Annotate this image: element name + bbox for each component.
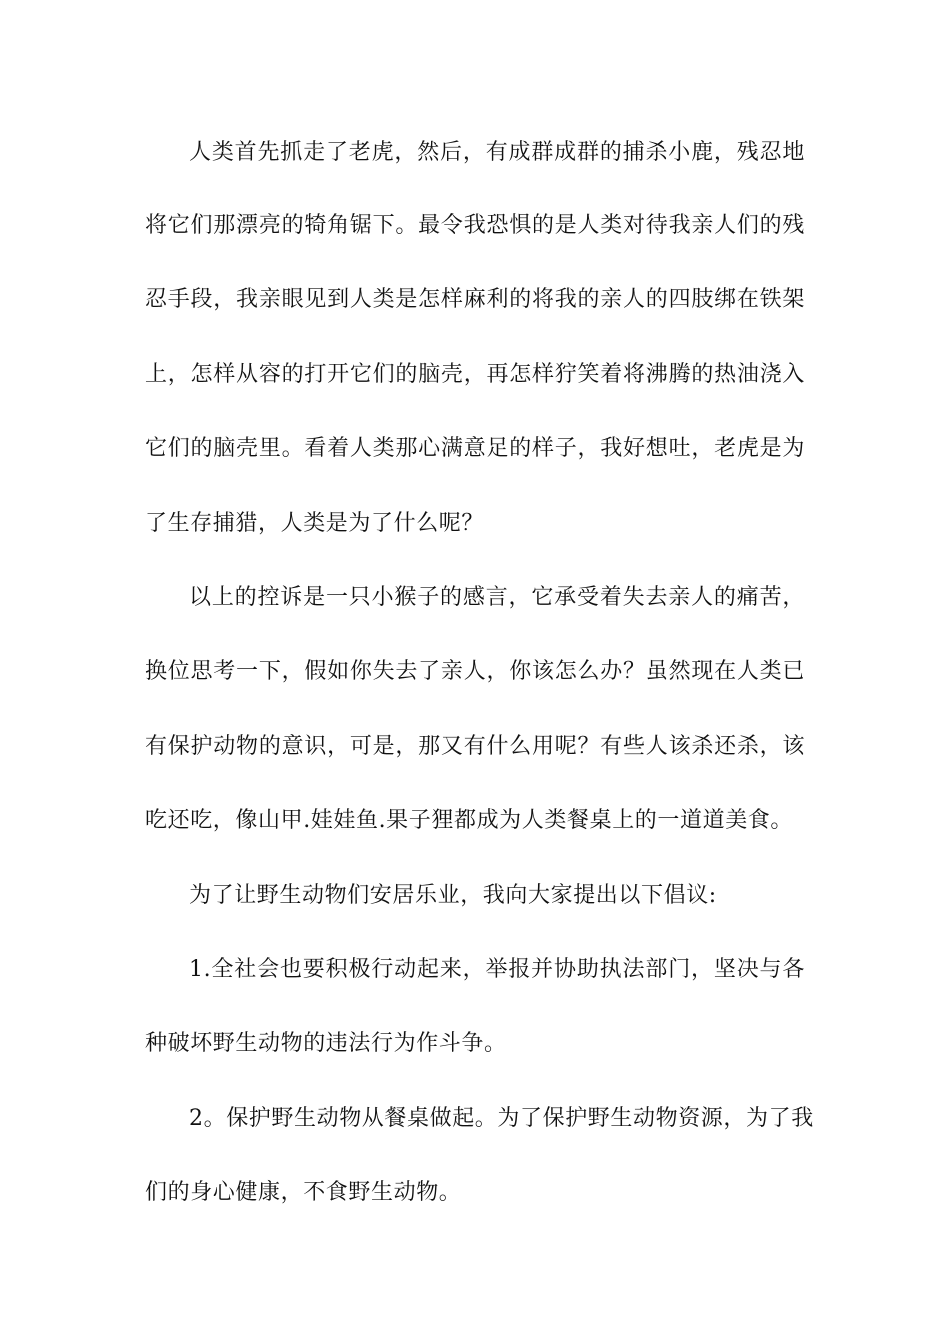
paragraph-1-line-5: 它们的脑壳里。看着人类那心满意足的样子，我好想吐，老虎是为	[145, 436, 805, 461]
item-2-line-1: 2。保护野生动物从餐桌做起。为了保护野生动物资源，为了我	[189, 1106, 814, 1131]
paragraph-2-line-2: 换位思考一下，假如你失去了亲人，你该怎么办？虽然现在人类已	[145, 659, 805, 684]
paragraph-1-line-4: 上，怎样从容的打开它们的脑壳，再怎样狞笑着将沸腾的热油浇入	[145, 362, 805, 387]
paragraph-2-line-3: 有保护动物的意识，可是，那又有什么用呢？有些人该杀还杀，该	[145, 734, 805, 759]
paragraph-1-line-3: 忍手段，我亲眼见到人类是怎样麻利的将我的亲人的四肢绑在铁架	[145, 287, 805, 312]
paragraph-1-line-1: 人类首先抓走了老虎，然后，有成群成群的捕杀小鹿，残忍地	[189, 140, 805, 165]
item-1-line-1: 1.全社会也要积极行动起来，举报并协助执法部门，坚决与各	[189, 957, 805, 982]
paragraph-2-line-1: 以上的控诉是一只小猴子的感言，它承受着失去亲人的痛苦，	[189, 585, 805, 610]
item-2-line-2: 们的身心健康，不食野生动物。	[145, 1180, 462, 1205]
paragraph-2-line-4: 吃还吃，像山甲.娃娃鱼.果子狸都成为人类餐桌上的一道道美食。	[145, 808, 793, 833]
paragraph-3-line-1: 为了让野生动物们安居乐业，我向大家提出以下倡议:	[189, 883, 717, 908]
item-1-line-2: 种破坏野生动物的违法行为作斗争。	[145, 1031, 507, 1056]
paragraph-1-line-6: 了生存捕猎，人类是为了什么呢？	[145, 511, 485, 536]
paragraph-1-line-2: 将它们那漂亮的犄角锯下。最令我恐惧的是人类对待我亲人们的残	[145, 213, 805, 238]
